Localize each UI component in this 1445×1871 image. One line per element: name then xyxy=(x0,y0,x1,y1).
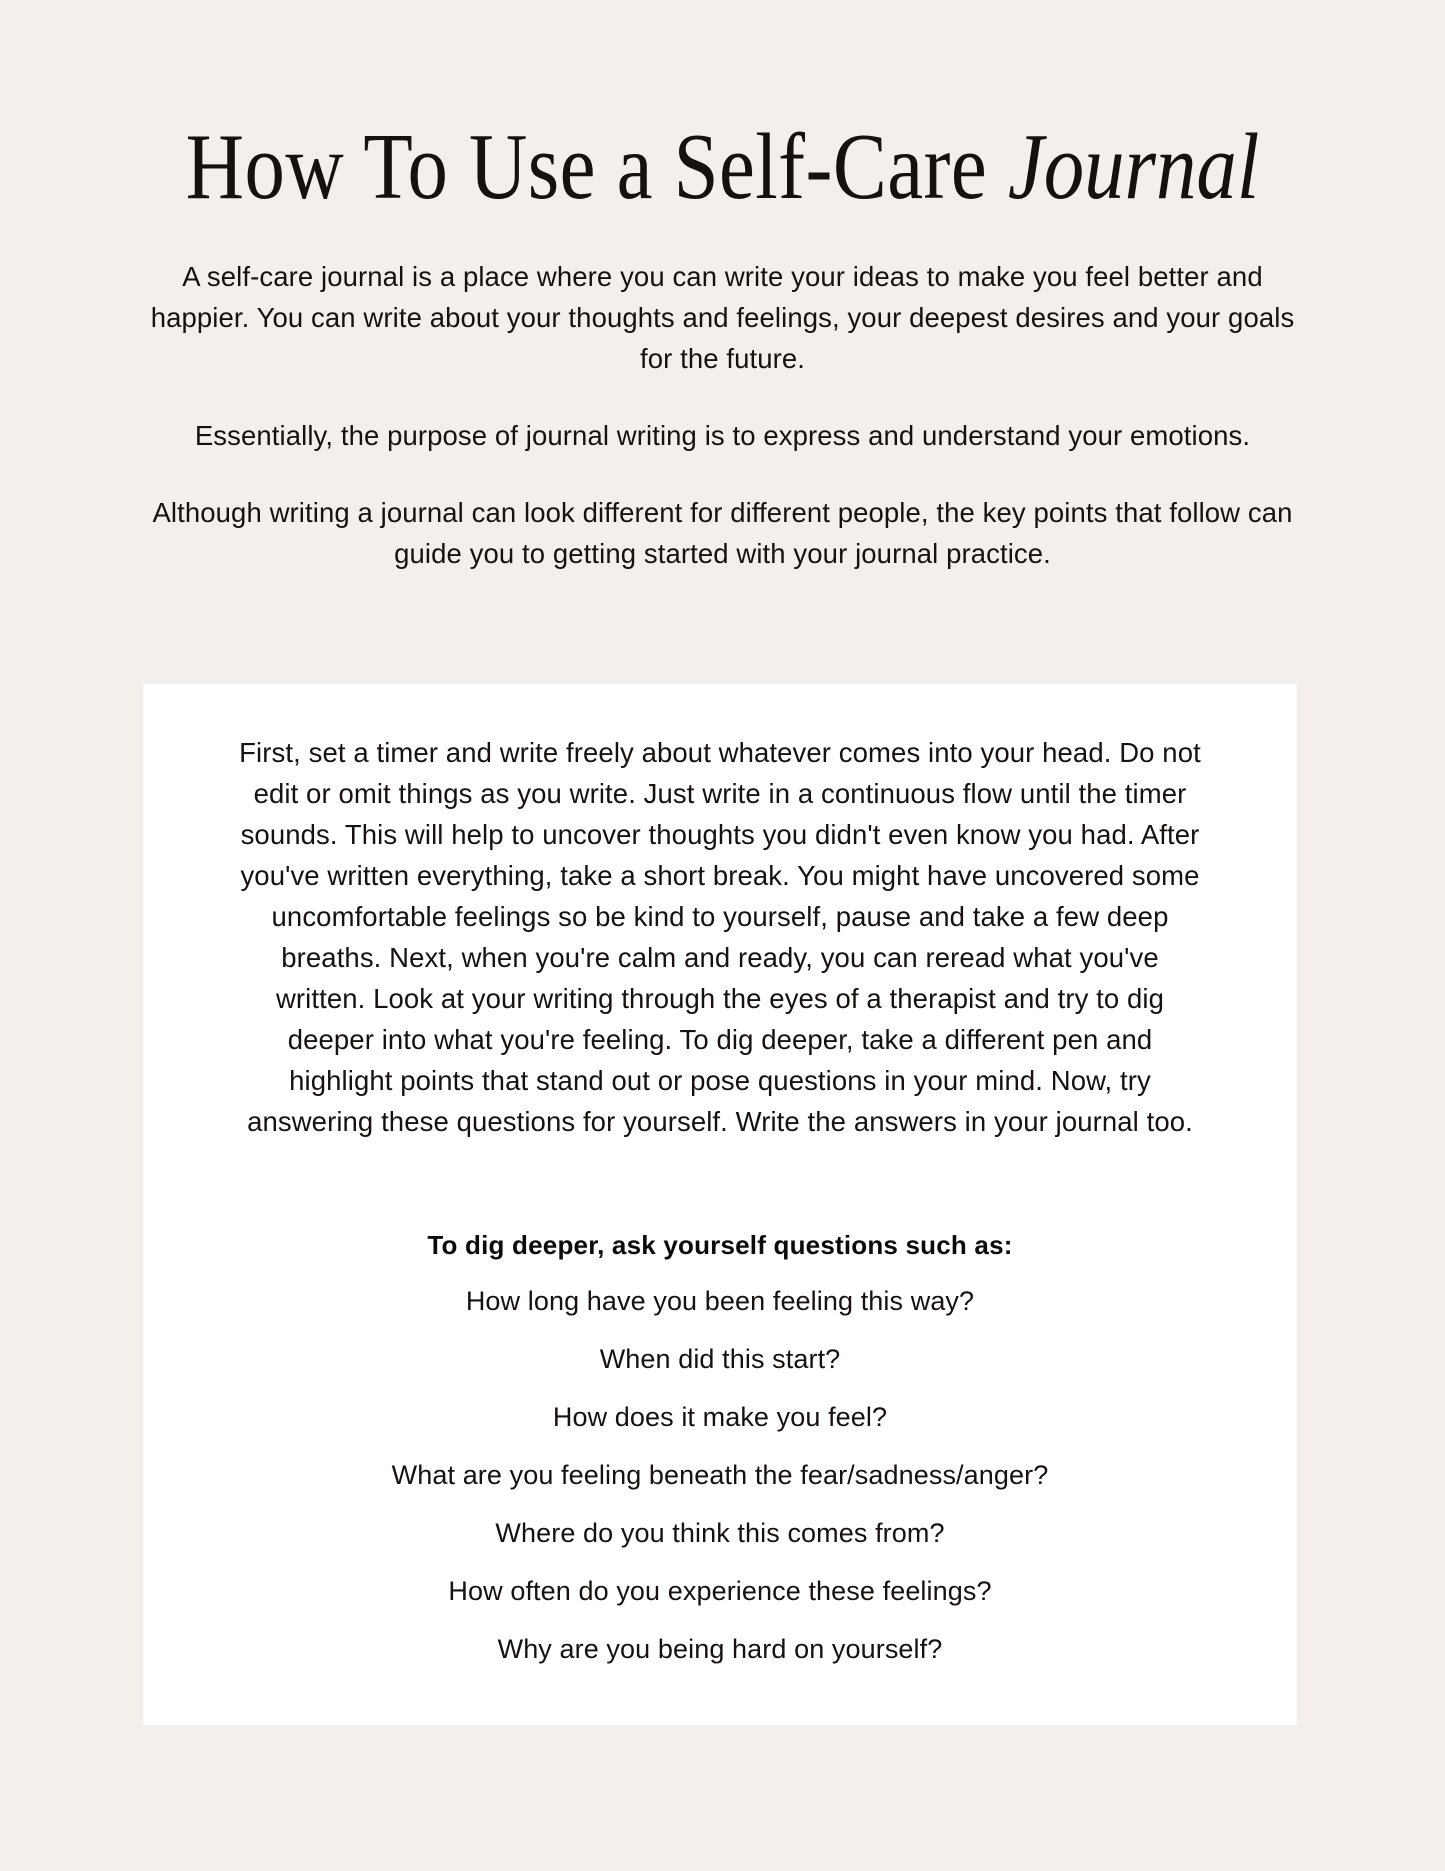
content-card xyxy=(143,684,1297,1725)
intro-section xyxy=(140,256,1305,574)
title-script-part: Journal xyxy=(1007,115,1260,219)
list-item: How does it make you feel? xyxy=(552,1402,888,1432)
intro-paragraph-2: Essentially, the purpose of journal writing is to express and understand your emotions. xyxy=(194,420,1251,451)
content-card-inner xyxy=(143,684,1297,1667)
intro-paragraph-1: A self-care journal is a place where you can write your ideas to make you feel better and happier. You can write about your thoughts and feelings, your deepest desires and your goals for the future. xyxy=(150,261,1295,374)
intro-paragraph-3: Although writing a journal can look different for different people, the key points that follow can guide you to getting started with your journal practice. xyxy=(152,497,1293,569)
title-text xyxy=(101,115,1344,219)
list-item: What are you feeling beneath the fear/sadness/anger? xyxy=(391,1460,1049,1490)
questions-heading: To dig deeper, ask yourself questions such as: xyxy=(427,1230,1013,1260)
list-item: Why are you being hard on yourself? xyxy=(497,1634,943,1664)
list-item: How often do you experience these feelings? xyxy=(448,1576,992,1606)
list-item: When did this start? xyxy=(599,1344,841,1374)
card-main-paragraph: First, set a timer and write freely about whatever comes into your head. Do not edit or omit things as you write. Just write in a continuous flow until the timer sounds. This will help to uncover thoughts you didn't even know you had. After you've written everything, take a short break. You might have uncovered some uncomfortable feelings so be kind to yourself, pause and take a few deep breaths. Next, when you're calm and ready, you can reread what you've written. Look at your writing through the eyes of a therapist and try to dig deeper into what you're feeling. To dig deeper, take a different pen and highlight points that stand out or pose questions in your mind. Now, try answering these questions for yourself. Write the answers in your journal too. xyxy=(239,737,1201,1137)
list-item: Where do you think this comes from? xyxy=(495,1518,945,1548)
questions-list xyxy=(215,1283,1225,1667)
list-item: How long have you been feeling this way? xyxy=(465,1286,975,1316)
title-plain-part: How To Use a Self-Care xyxy=(185,115,1008,219)
page-title xyxy=(0,115,1445,219)
